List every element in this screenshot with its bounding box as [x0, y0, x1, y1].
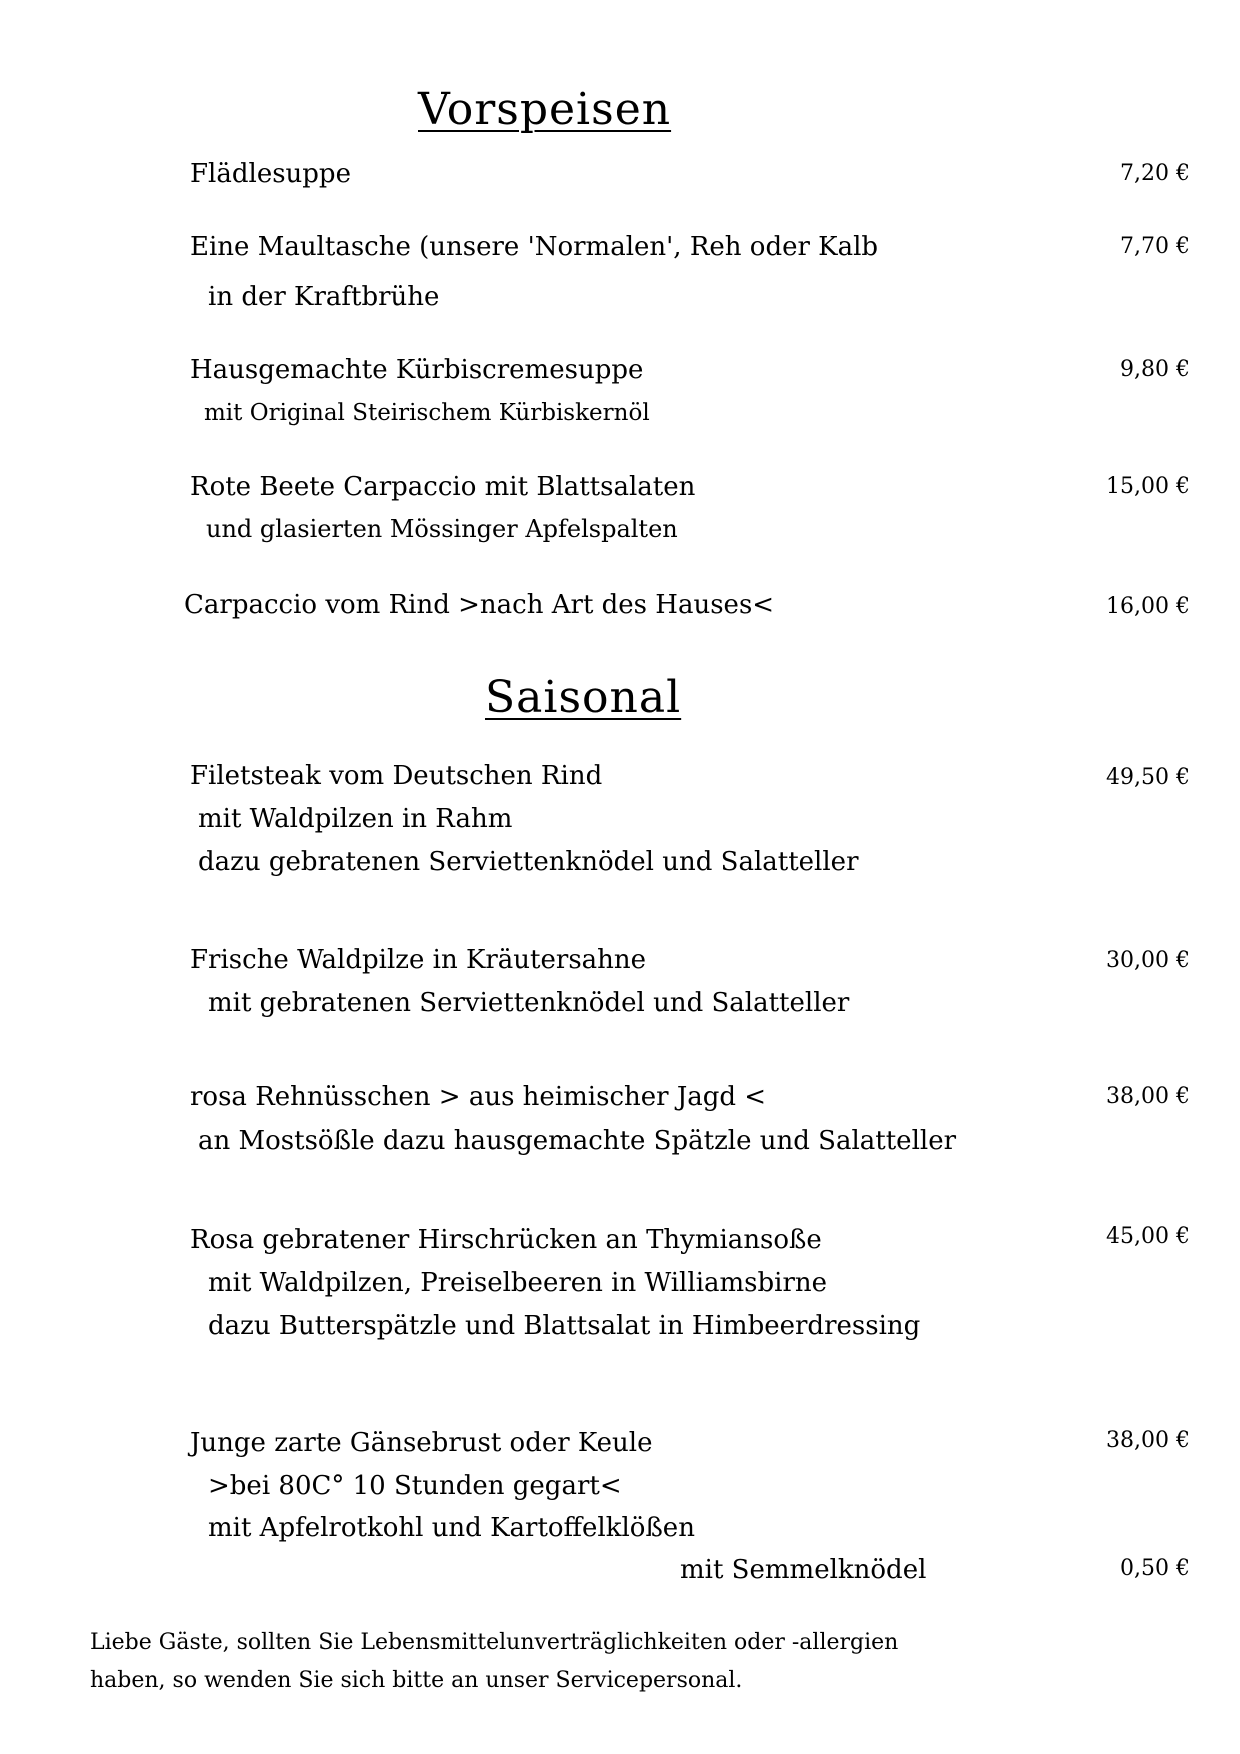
section-title-saisonal: Saisonal	[485, 672, 682, 723]
menu-item-name: rosa Rehnüsschen > aus heimischer Jagd <	[190, 1082, 767, 1112]
menu-item-detail: mit Waldpilzen in Rahm	[198, 804, 513, 834]
menu-item-price: 9,80 €	[1120, 357, 1190, 382]
menu-item-price: 38,00 €	[1106, 1428, 1190, 1453]
menu-item-price: 49,50 €	[1106, 765, 1190, 790]
section-title-vorspeisen: Vorspeisen	[418, 84, 672, 135]
menu-item-detail: mit Waldpilzen, Preiselbeeren in Williamsbirne	[208, 1268, 828, 1298]
menu-item-name: Junge zarte Gänsebrust oder Keule	[190, 1428, 653, 1458]
menu-item-name: Hausgemachte Kürbiscremesuppe	[190, 355, 644, 385]
menu-item-name: Rote Beete Carpaccio mit Blattsalaten	[190, 472, 696, 502]
menu-item-name: Frische Waldpilze in Kräutersahne	[190, 945, 647, 975]
menu-item-name: Flädlesuppe	[190, 159, 351, 189]
menu-item-detail: >bei 80C° 10 Stunden gegart<	[208, 1471, 622, 1501]
menu-item-name: Rosa gebratener Hirschrücken an Thymiansoße	[190, 1225, 822, 1255]
menu-item-detail: in der Kraftbrühe	[208, 282, 440, 312]
menu-item-price: 7,20 €	[1120, 161, 1190, 186]
menu-item-name: Eine Maultasche (unsere 'Normalen', Reh oder Kalb	[190, 232, 879, 262]
menu-item-price: 15,00 €	[1106, 474, 1190, 499]
extra-option-price: 0,50 €	[1120, 1556, 1190, 1581]
menu-item-price: 45,00 €	[1106, 1224, 1190, 1249]
menu-item-price: 38,00 €	[1106, 1084, 1190, 1109]
menu-item-detail: dazu Butterspätzle und Blattsalat in Himbeerdressing	[208, 1311, 921, 1341]
menu-item-price: 30,00 €	[1106, 948, 1190, 973]
menu-item-name: Filetsteak vom Deutschen Rind	[190, 761, 603, 791]
allergy-note-line-2: haben, so wenden Sie sich bitte an unser Servicepersonal.	[90, 1668, 743, 1693]
menu-item-detail: mit Original Steirischem Kürbiskernöl	[204, 400, 650, 426]
menu-item-name: Carpaccio vom Rind >nach Art des Hauses<	[184, 590, 775, 620]
extra-option-label: mit Semmelknödel	[680, 1555, 927, 1585]
menu-item-price: 7,70 €	[1120, 234, 1190, 259]
allergy-note-line-1: Liebe Gäste, sollten Sie Lebensmittelunverträglichkeiten oder -allergien	[90, 1630, 899, 1655]
menu-item-detail: mit Apfelrotkohl und Kartoffelklößen	[208, 1513, 695, 1543]
menu-item-detail: an Mostsößle dazu hausgemachte Spätzle und Salatteller	[198, 1126, 957, 1156]
menu-item-detail: mit gebratenen Serviettenknödel und Salatteller	[208, 988, 850, 1018]
menu-item-detail: und glasierten Mössinger Apfelspalten	[206, 515, 678, 543]
menu-item-price: 16,00 €	[1106, 594, 1190, 619]
menu-item-detail: dazu gebratenen Serviettenknödel und Salatteller	[198, 847, 859, 877]
